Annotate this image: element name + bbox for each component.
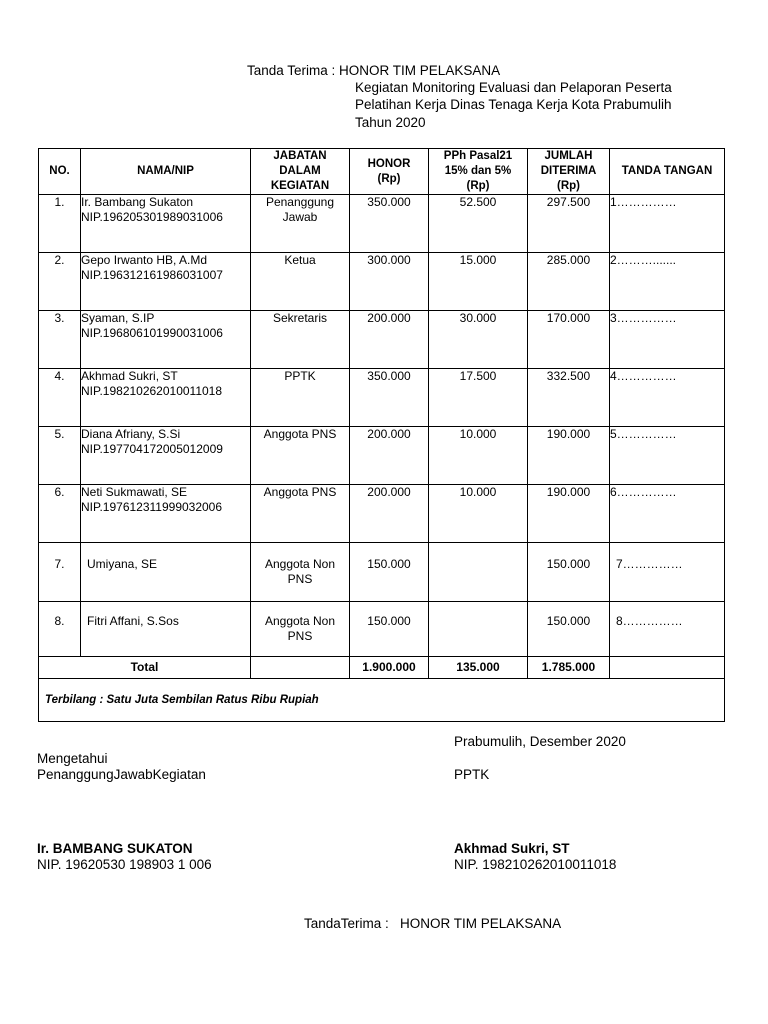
row-jabatan: Ketua	[251, 253, 350, 311]
row-honor: 150.000	[350, 543, 429, 602]
col-header-honor: HONOR (Rp)	[350, 149, 429, 195]
row-no: 5.	[39, 427, 81, 485]
left-signer-nip: NIP. 19620530 198903 1 006	[37, 857, 212, 872]
row-jabatan: Anggota PNS	[251, 427, 350, 485]
row-jabatan: Anggota Non PNS	[251, 602, 350, 657]
total-pph: 135.000	[429, 657, 528, 679]
row-pph: 17.500	[429, 369, 528, 427]
row-honor: 350.000	[350, 195, 429, 253]
honor-table	[38, 148, 725, 722]
row-jumlah: 170.000	[528, 311, 610, 369]
row-signature-slot: 4……………	[610, 369, 725, 427]
table-row	[39, 369, 725, 427]
row-name-nip: Diana Afriany, S.Si NIP.197704172005012009	[81, 427, 251, 485]
col-header-jabatan: JABATAN DALAM KEGIATAN	[251, 149, 350, 195]
row-honor: 200.000	[350, 427, 429, 485]
row-jumlah: 190.000	[528, 485, 610, 543]
total-row	[39, 657, 725, 679]
row-name-nip: Ir. Bambang Sukaton NIP.196205301989031006	[81, 195, 251, 253]
col-header-pph: PPh Pasal21 15% dan 5% (Rp)	[429, 149, 528, 195]
row-name-nip: Gepo Irwanto HB, A.Md NIP.196312161986031007	[81, 253, 251, 311]
row-signature-slot: 5……………	[610, 427, 725, 485]
row-no: 1.	[39, 195, 81, 253]
row-no: 8.	[39, 602, 81, 657]
row-jumlah: 150.000	[528, 543, 610, 602]
row-signature-slot: 2……….......	[610, 253, 725, 311]
left-title-role: PenanggungJawabKegiatan	[37, 767, 206, 782]
left-signer-name: Ir. BAMBANG SUKATON	[37, 841, 193, 856]
header-activity: Kegiatan Monitoring Evaluasi dan Pelaporan Peserta	[355, 80, 672, 95]
row-honor: 350.000	[350, 369, 429, 427]
row-jumlah: 285.000	[528, 253, 610, 311]
row-pph: 30.000	[429, 311, 528, 369]
header-training: Pelatihan Kerja Dinas Tenaga Kerja Kota Prabumulih	[355, 97, 672, 112]
row-name-nip: Syaman, S.IP NIP.196806101990031006	[81, 311, 251, 369]
row-signature-slot: 1……………	[610, 195, 725, 253]
right-signer-nip: NIP. 198210262010011018	[454, 857, 617, 872]
row-name-nip: Akhmad Sukri, ST NIP.198210262010011018	[81, 369, 251, 427]
header-title: Tanda Terima : HONOR TIM PELAKSANA	[247, 63, 501, 78]
table-row	[39, 195, 725, 253]
right-signer-name: Akhmad Sukri, ST	[454, 841, 570, 856]
row-name-nip: Fitri Affani, S.Sos	[81, 602, 251, 657]
row-jabatan: Sekretaris	[251, 311, 350, 369]
row-no: 4.	[39, 369, 81, 427]
row-pph: 15.000	[429, 253, 528, 311]
row-honor: 150.000	[350, 602, 429, 657]
row-pph	[429, 602, 528, 657]
header-year: Tahun 2020	[355, 115, 426, 130]
total-jumlah: 1.785.000	[528, 657, 610, 679]
terbilang-text: Terbilang : Satu Juta Sembilan Ratus Ribu Rupiah	[39, 679, 725, 722]
table-row	[39, 311, 725, 369]
left-title-mengetahui: Mengetahui	[37, 751, 108, 766]
row-honor: 200.000	[350, 311, 429, 369]
row-no: 3.	[39, 311, 81, 369]
row-honor: 200.000	[350, 485, 429, 543]
row-name-nip: Umiyana, SE	[81, 543, 251, 602]
row-no: 2.	[39, 253, 81, 311]
table-header-row	[39, 149, 725, 195]
terbilang-row	[39, 679, 725, 722]
footer-receipt-title: TandaTerima : HONOR TIM PELAKSANA	[304, 916, 562, 931]
row-no: 7.	[39, 543, 81, 602]
row-signature-slot: 6……………	[610, 485, 725, 543]
row-name-nip: Neti Sukmawati, SE NIP.197612311999032006	[81, 485, 251, 543]
col-header-no: NO.	[39, 149, 81, 195]
table-row	[39, 427, 725, 485]
row-jabatan: PPTK	[251, 369, 350, 427]
col-header-tanda-tangan: TANDA TANGAN	[610, 149, 725, 195]
total-sign-empty	[610, 657, 725, 679]
total-label: Total	[39, 657, 251, 679]
total-jabatan-empty	[251, 657, 350, 679]
row-signature-slot: 7……………	[610, 543, 725, 602]
row-signature-slot: 8……………	[610, 602, 725, 657]
total-honor: 1.900.000	[350, 657, 429, 679]
row-jabatan: Penanggung Jawab	[251, 195, 350, 253]
row-pph	[429, 543, 528, 602]
right-title-role: PPTK	[454, 767, 490, 782]
row-jumlah: 150.000	[528, 602, 610, 657]
col-header-name: NAMA/NIP	[81, 149, 251, 195]
place-date: Prabumulih, Desember 2020	[454, 734, 626, 749]
table-row	[39, 485, 725, 543]
table-row	[39, 602, 725, 657]
row-pph: 52.500	[429, 195, 528, 253]
row-jumlah: 297.500	[528, 195, 610, 253]
row-pph: 10.000	[429, 427, 528, 485]
row-no: 6.	[39, 485, 81, 543]
table-row	[39, 543, 725, 602]
row-jumlah: 190.000	[528, 427, 610, 485]
row-jabatan: Anggota PNS	[251, 485, 350, 543]
row-jumlah: 332.500	[528, 369, 610, 427]
table-row	[39, 253, 725, 311]
row-honor: 300.000	[350, 253, 429, 311]
col-header-jumlah: JUMLAH DITERIMA (Rp)	[528, 149, 610, 195]
row-pph: 10.000	[429, 485, 528, 543]
row-signature-slot: 3……………	[610, 311, 725, 369]
row-jabatan: Anggota Non PNS	[251, 543, 350, 602]
